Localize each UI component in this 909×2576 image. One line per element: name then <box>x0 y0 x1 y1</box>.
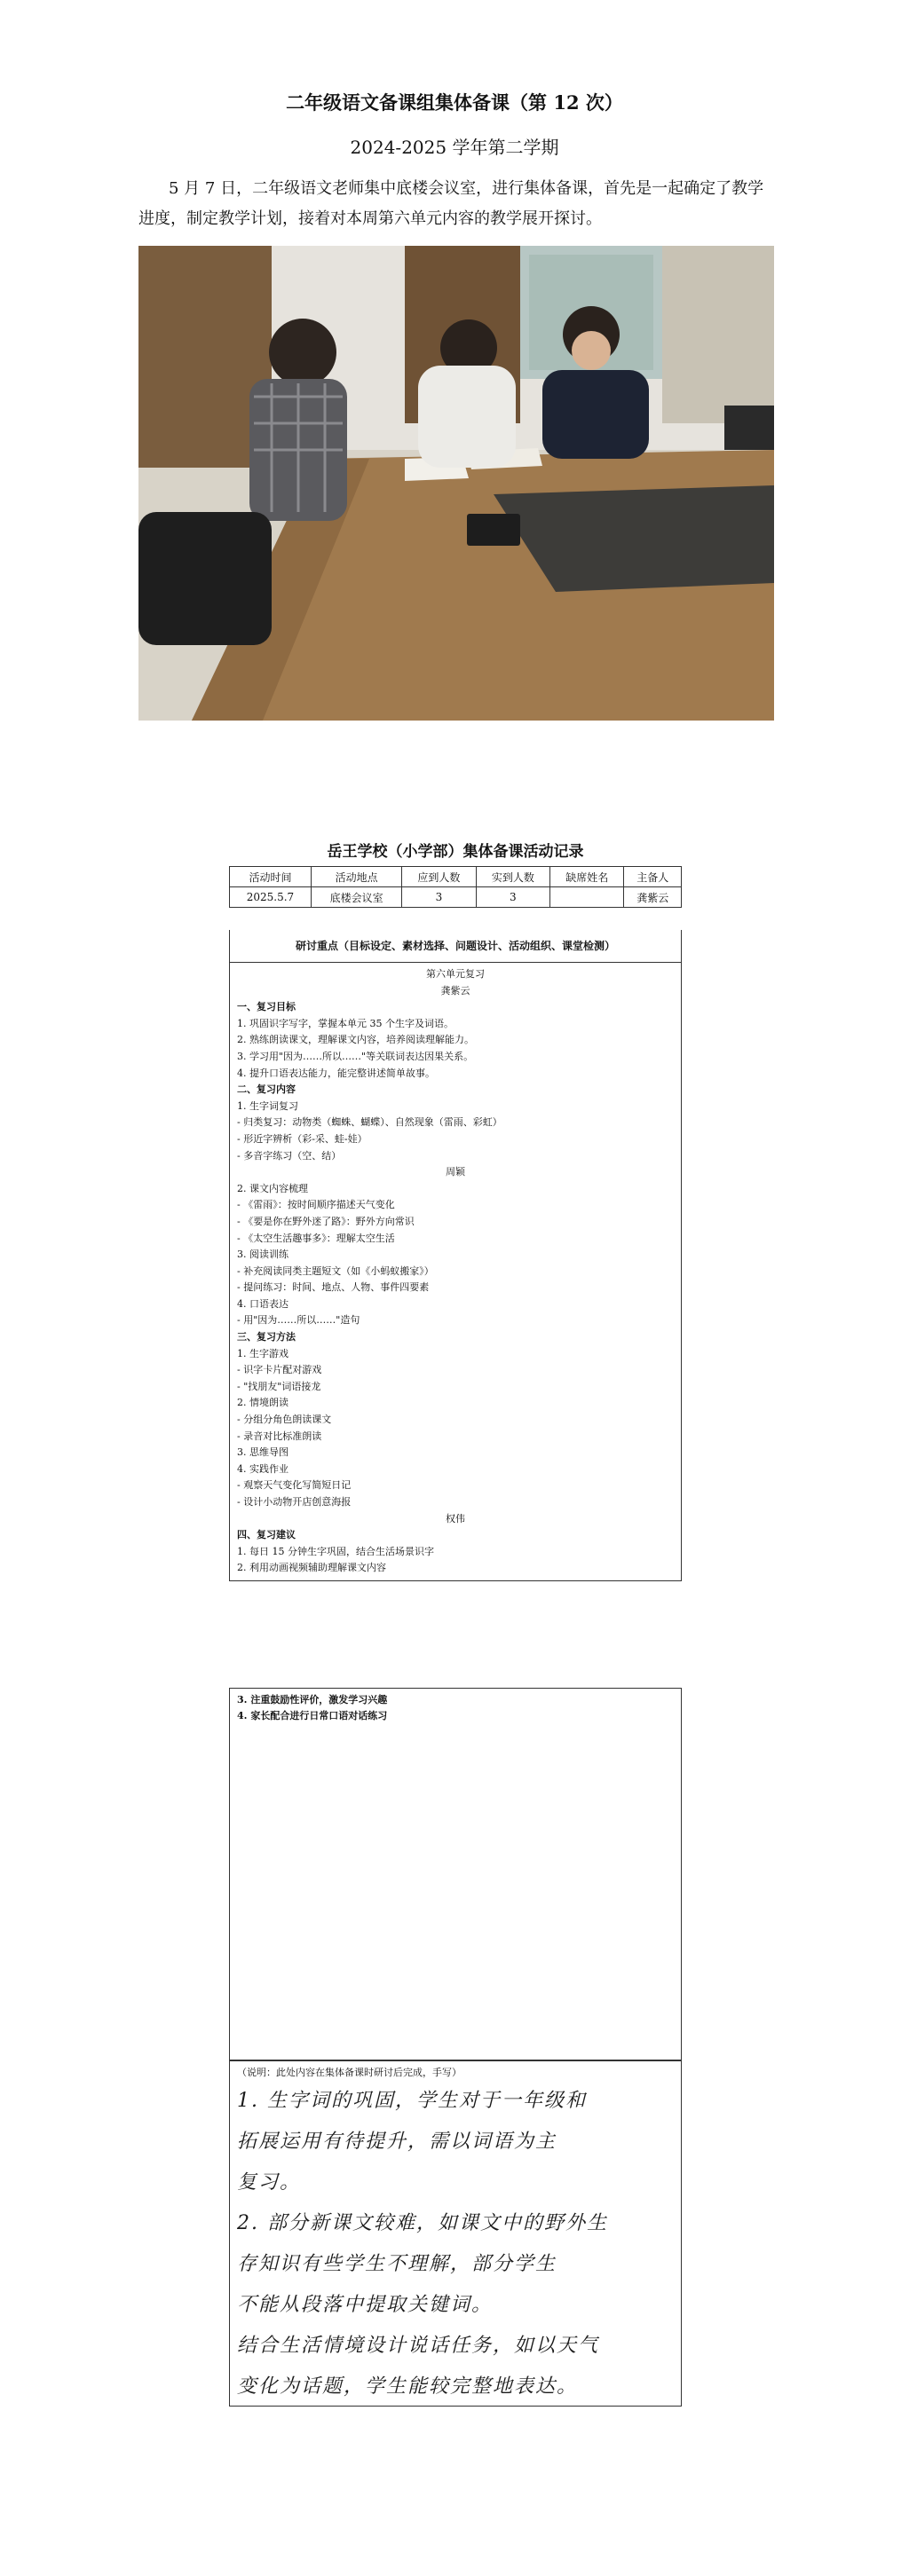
record-line: - 识字卡片配对游戏 <box>237 1364 322 1376</box>
record-line: 三、复习方法 <box>237 1331 296 1343</box>
note-label: （说明：此处内容在集体备课时研讨后完成，手写） <box>237 2067 462 2078</box>
record-content-box <box>229 930 682 1581</box>
record-line: - 观察天气变化写简短日记 <box>237 1479 352 1492</box>
record-line: 1. 生字游戏 <box>237 1347 289 1359</box>
header-cell: 实到人数 <box>476 867 549 887</box>
handwritten-line: 存知识有些学生不理解，部分学生 <box>237 2253 557 2275</box>
handwritten-line: 结合生活情境设计说话任务，如以天气 <box>237 2335 600 2357</box>
value-cell <box>550 887 624 908</box>
record-line: - 归类复习：动物类（蜘蛛、蝴蝶）、自然现象（雷雨、彩虹） <box>237 1116 502 1129</box>
focus-heading: 研讨重点（目标设定、素材选择、问题设计、活动组织、课堂检测） <box>230 930 681 963</box>
record-line: - 形近字辨析（彩-采、蛙-娃） <box>237 1132 368 1145</box>
header-cell: 缺席姓名 <box>550 867 624 887</box>
record-line: - 《雷雨》：按时间顺序描述天气变化 <box>237 1199 395 1211</box>
value-cell: 2025.5.7 <box>230 887 312 908</box>
record-line: 1. 每日 15 分钟生字巩固，结合生活场景识字 <box>237 1545 434 1557</box>
record-title: 岳王学校（小学部）集体备课活动记录 <box>327 843 584 861</box>
record-body <box>230 963 681 1580</box>
meeting-photo <box>138 246 774 721</box>
record-line: - 补充阅读同类主题短文（如《小蚂蚁搬家》） <box>237 1264 434 1277</box>
record-line: 4. 口语表达 <box>237 1297 289 1310</box>
handwritten-line: 拓展运用有待提升，需以词语为主 <box>237 2131 557 2153</box>
record-line: 四、复习建议 <box>237 1529 296 1541</box>
record-line: 一、复习目标 <box>237 1001 296 1013</box>
record-line: 权伟 <box>446 1512 465 1524</box>
handwritten-line: 2. 部分新课文较难，如课文中的野外生 <box>237 2212 608 2234</box>
handwritten-line: 复习。 <box>237 2171 302 2194</box>
record-line: 第六单元复习 <box>426 968 485 980</box>
header-cell: 活动时间 <box>230 867 312 887</box>
record-line: - 录音对比标准朗读 <box>237 1430 322 1442</box>
record-line: - 分组分角色朗读课文 <box>237 1414 332 1426</box>
record-info-table <box>229 866 682 908</box>
intro-paragraph: 5 月 7 日，二年级语文老师集中底楼会议室，进行集体备课，首先是一起确定了教学进度，制定教学计划，接着对本周第六单元内容的教学展开探讨。 <box>138 179 764 228</box>
record-line: 1. 生字词复习 <box>237 1099 298 1112</box>
record-line: - 多音字练习（空、结） <box>237 1149 342 1162</box>
record-line: 4. 实践作业 <box>237 1462 289 1475</box>
record-line: 周颖 <box>446 1166 465 1178</box>
record-line: 龚紫云 <box>440 984 470 997</box>
record-line: - 《要是你在野外迷了路》：野外方向常识 <box>237 1215 415 1227</box>
record-line: 2. 课文内容梳理 <box>237 1182 308 1194</box>
document-subtitle: 2024-2025 学年第二学期 <box>350 137 559 158</box>
handwritten-notes-box <box>229 2060 682 2407</box>
header-cell: 活动地点 <box>311 867 401 887</box>
record-continuation-box <box>229 1688 682 2060</box>
record-line: 2. 情境朗读 <box>237 1397 289 1409</box>
value-cell: 3 <box>402 887 476 908</box>
value-cell: 底楼会议室 <box>311 887 401 908</box>
value-cell: 龚紫云 <box>624 887 682 908</box>
record-line: - 《太空生活趣事多》：理解太空生活 <box>237 1232 395 1244</box>
handwritten-line: 1. 生字词的巩固，学生对于一年级和 <box>237 2090 587 2112</box>
header-cell: 应到人数 <box>402 867 476 887</box>
record-line: - 用"因为……所以……"造句 <box>237 1314 360 1327</box>
record-line: 二、复习内容 <box>237 1083 296 1096</box>
record-line: 2. 熟练朗读课文，理解课文内容，培养阅读理解能力。 <box>237 1034 474 1046</box>
handwritten-notes <box>237 2081 674 2407</box>
header-cell: 主备人 <box>624 867 682 887</box>
record-line: - 设计小动物开店创意海报 <box>237 1496 352 1508</box>
record-line: 1. 巩固识字写字，掌握本单元 35 个生字及词语。 <box>237 1017 454 1029</box>
record-line: 3. 注重鼓励性评价，激发学习兴趣 <box>237 1694 388 1706</box>
record-line: - 提问练习：时间、地点、人物、事件四要素 <box>237 1281 430 1294</box>
handwritten-line: 变化为话题，学生能较完整地表达。 <box>237 2375 579 2398</box>
record-line: 3. 阅读训练 <box>237 1249 289 1261</box>
value-cell: 3 <box>476 887 549 908</box>
record-line: 3. 思维导图 <box>237 1446 289 1459</box>
record-line: 3. 学习用"因为……所以……"等关联词表达因果关系。 <box>237 1050 474 1062</box>
record-line: 4. 提升口语表达能力，能完整讲述简单故事。 <box>237 1067 435 1079</box>
document-title: 二年级语文备课组集体备课（第 12 次） <box>286 91 623 114</box>
record-line: 2. 利用动画视频辅助理解课文内容 <box>237 1562 386 1574</box>
record-line: 4. 家长配合进行日常口语对话练习 <box>237 1710 388 1721</box>
handwritten-line: 不能从段落中提取关键词。 <box>237 2294 494 2316</box>
record-line: - "找朋友"词语接龙 <box>237 1380 321 1392</box>
